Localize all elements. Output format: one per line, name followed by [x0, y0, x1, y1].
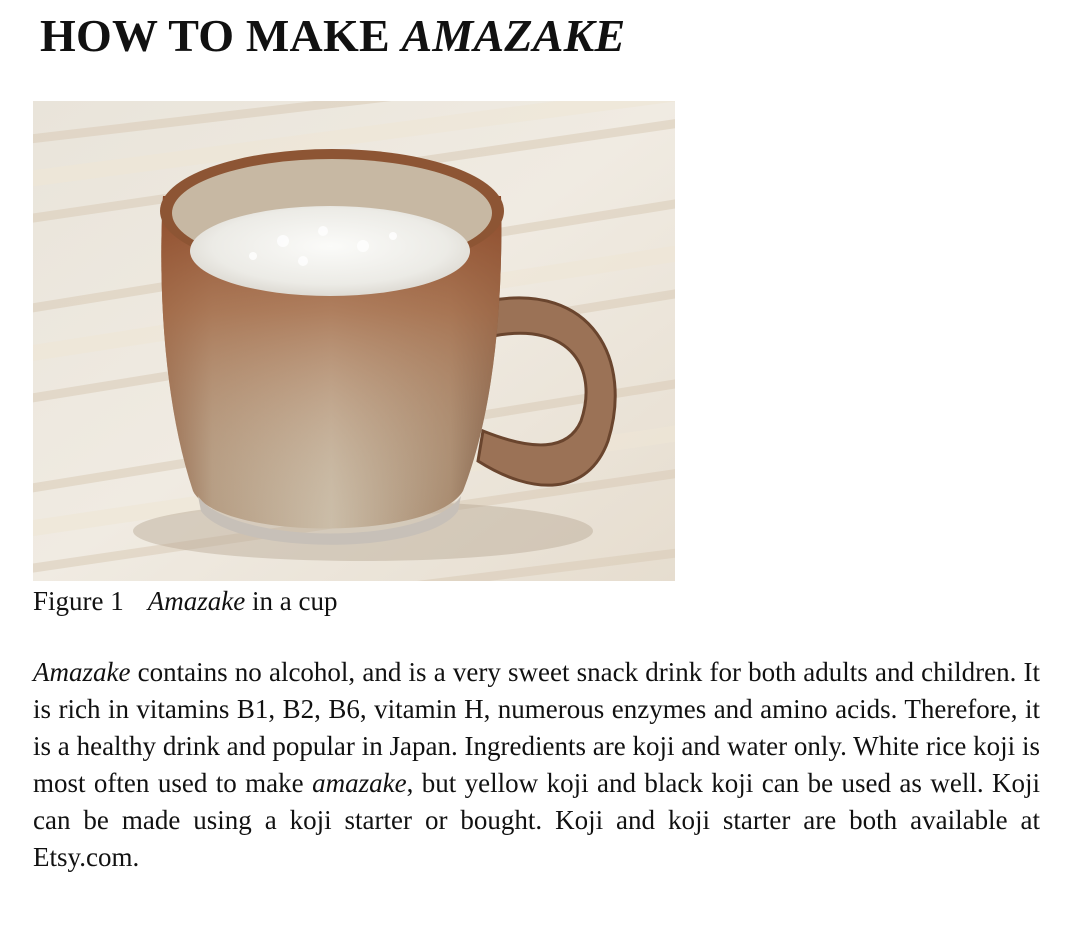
- title-emphasis: AMAZAKE: [401, 10, 626, 61]
- amazake-cup-photo: [33, 101, 675, 581]
- paragraph-emphasis-1: Amazake: [33, 657, 131, 687]
- title-prefix: HOW TO MAKE: [40, 10, 402, 61]
- paragraph-text-2: , but yellow koji and black koji can be used as well. Koji can be made using a koji starter or bought. Koji and koji starter are both available at Etsy.com.: [33, 768, 1041, 872]
- paragraph-text-1: contains no alcohol, and is a very sweet snack drink for both adults and children. It is rich in vitamins B1, B2, B6, vitamin H, numerous enzymes and amino acids. Therefore, it is a healthy drink and popular in Japan. Ingredients are koji and water only. White rice koji is most often used to make: [33, 657, 1040, 798]
- body-paragraph: [33, 654, 1040, 876]
- figure-caption: [33, 584, 337, 618]
- caption-emphasis: Amazake: [147, 586, 246, 616]
- figure-number: Figure 1: [33, 586, 124, 616]
- caption-text: in a cup: [245, 586, 338, 616]
- page-title: [40, 8, 625, 64]
- paragraph-emphasis-2: amazake: [312, 768, 407, 798]
